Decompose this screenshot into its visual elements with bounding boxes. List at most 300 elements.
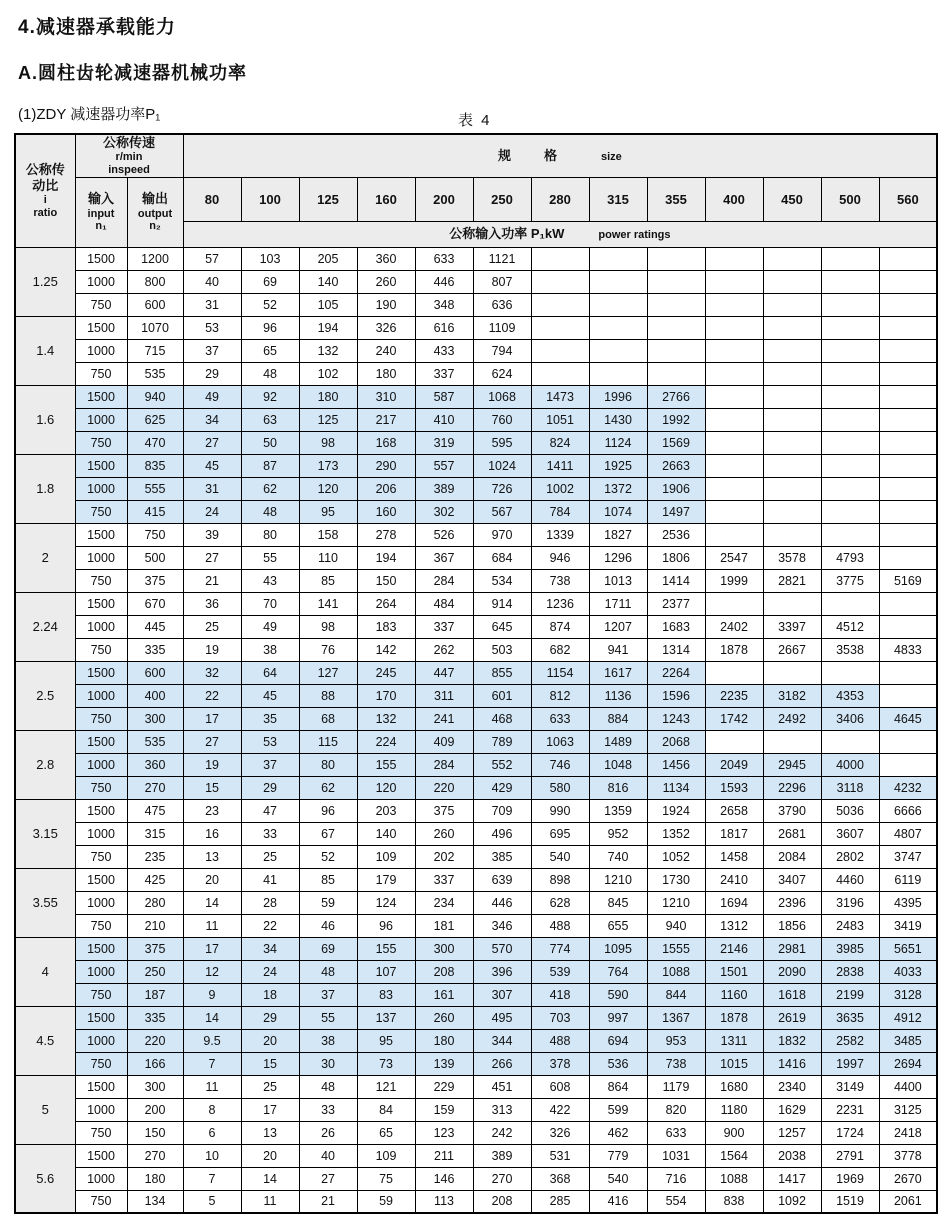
power-value-cell: 1925 xyxy=(589,454,647,477)
power-value-cell: 13 xyxy=(183,845,241,868)
power-value-cell: 52 xyxy=(241,293,299,316)
power-value-cell: 709 xyxy=(473,799,531,822)
power-value-cell: 344 xyxy=(473,1029,531,1052)
power-value-cell: 38 xyxy=(299,1029,357,1052)
power-value-cell: 260 xyxy=(415,822,473,845)
power-value-cell: 1416 xyxy=(763,1052,821,1075)
power-value-cell xyxy=(705,477,763,500)
power-value-cell: 2483 xyxy=(821,914,879,937)
power-value-cell: 206 xyxy=(357,477,415,500)
power-value-cell: 1015 xyxy=(705,1052,763,1075)
power-value-cell: 15 xyxy=(183,776,241,799)
power-value-cell: 1121 xyxy=(473,247,531,270)
power-value-cell: 11 xyxy=(241,1190,299,1213)
power-value-cell: 1339 xyxy=(531,523,589,546)
power-value-cell: 738 xyxy=(647,1052,705,1075)
header-ratio: 公称传 动比 i ratio xyxy=(15,134,75,247)
power-value-cell: 1417 xyxy=(763,1167,821,1190)
power-value-cell: 1367 xyxy=(647,1006,705,1029)
power-value-cell xyxy=(763,477,821,500)
power-value-cell: 726 xyxy=(473,477,531,500)
power-value-cell: 1596 xyxy=(647,684,705,707)
power-value-cell: 4912 xyxy=(879,1006,937,1029)
input-speed-cell: 750 xyxy=(75,776,127,799)
power-value-cell: 3790 xyxy=(763,799,821,822)
power-value-cell: 429 xyxy=(473,776,531,799)
table-row xyxy=(15,408,937,431)
power-value-cell: 633 xyxy=(415,247,473,270)
table-row xyxy=(15,1098,937,1121)
power-value-cell: 110 xyxy=(299,546,357,569)
power-value-cell: 1999 xyxy=(705,569,763,592)
header-size-zh: 规 格 xyxy=(497,147,567,163)
power-value-cell: 2402 xyxy=(705,615,763,638)
power-value-cell: 451 xyxy=(473,1075,531,1098)
power-value-cell: 375 xyxy=(415,799,473,822)
power-value-cell: 1724 xyxy=(821,1121,879,1144)
power-value-cell xyxy=(821,500,879,523)
input-speed-cell: 1000 xyxy=(75,891,127,914)
power-value-cell: 319 xyxy=(415,431,473,454)
power-value-cell xyxy=(705,592,763,615)
power-value-cell: 155 xyxy=(357,937,415,960)
power-value-cell: 34 xyxy=(241,937,299,960)
power-value-cell: 26 xyxy=(299,1121,357,1144)
output-speed-cell: 670 xyxy=(127,592,183,615)
power-value-cell: 88 xyxy=(299,684,357,707)
power-value-cell: 3149 xyxy=(821,1075,879,1098)
power-value-cell: 1109 xyxy=(473,316,531,339)
power-value-cell: 140 xyxy=(357,822,415,845)
table-row xyxy=(15,569,937,592)
power-value-cell: 4512 xyxy=(821,615,879,638)
power-value-cell: 115 xyxy=(299,730,357,753)
power-value-cell: 96 xyxy=(357,914,415,937)
power-value-cell: 1052 xyxy=(647,845,705,868)
power-value-cell: 24 xyxy=(241,960,299,983)
power-value-cell: 2658 xyxy=(705,799,763,822)
power-value-cell xyxy=(879,546,937,569)
ratio-cell: 2.24 xyxy=(15,592,75,661)
power-value-cell: 1154 xyxy=(531,661,589,684)
power-value-cell: 22 xyxy=(183,684,241,707)
output-speed-cell: 300 xyxy=(127,1075,183,1098)
power-value-cell: 590 xyxy=(589,983,647,1006)
power-value-cell xyxy=(763,247,821,270)
power-value-cell: 1996 xyxy=(589,385,647,408)
power-value-cell: 103 xyxy=(241,247,299,270)
power-ratings-table xyxy=(14,133,938,1214)
power-value-cell: 46 xyxy=(299,914,357,937)
power-value-cell: 385 xyxy=(473,845,531,868)
power-value-cell: 2547 xyxy=(705,546,763,569)
table-row xyxy=(15,730,937,753)
input-speed-cell: 750 xyxy=(75,845,127,868)
power-value-cell: 3419 xyxy=(879,914,937,937)
power-value-cell: 874 xyxy=(531,615,589,638)
input-speed-cell: 1500 xyxy=(75,454,127,477)
power-value-cell: 695 xyxy=(531,822,589,845)
power-value-cell: 4033 xyxy=(879,960,937,983)
power-value-cell: 310 xyxy=(357,385,415,408)
power-value-cell: 181 xyxy=(415,914,473,937)
power-value-cell: 1906 xyxy=(647,477,705,500)
power-value-cell: 953 xyxy=(647,1029,705,1052)
output-speed-cell: 210 xyxy=(127,914,183,937)
power-value-cell: 2396 xyxy=(763,891,821,914)
header-size-125: 125 xyxy=(299,177,357,221)
power-value-cell: 264 xyxy=(357,592,415,615)
power-value-cell: 16 xyxy=(183,822,241,845)
header-power-ratings xyxy=(183,221,937,247)
table-row xyxy=(15,1121,937,1144)
power-value-cell: 217 xyxy=(357,408,415,431)
table-row xyxy=(15,822,937,845)
power-value-cell: 59 xyxy=(299,891,357,914)
power-value-cell xyxy=(589,293,647,316)
input-speed-cell: 750 xyxy=(75,1190,127,1213)
power-value-cell: 1501 xyxy=(705,960,763,983)
header-power-en: power ratings xyxy=(598,228,671,241)
power-value-cell: 946 xyxy=(531,546,589,569)
power-value-cell: 779 xyxy=(589,1144,647,1167)
power-value-cell: 526 xyxy=(415,523,473,546)
power-value-cell: 531 xyxy=(531,1144,589,1167)
output-speed-cell: 375 xyxy=(127,937,183,960)
power-value-cell xyxy=(531,339,589,362)
power-value-cell: 45 xyxy=(183,454,241,477)
table-header xyxy=(15,134,937,247)
power-value-cell: 180 xyxy=(299,385,357,408)
power-value-cell: 2766 xyxy=(647,385,705,408)
input-speed-cell: 750 xyxy=(75,500,127,523)
power-value-cell: 21 xyxy=(299,1190,357,1213)
power-value-cell: 2802 xyxy=(821,845,879,868)
power-value-cell: 2681 xyxy=(763,822,821,845)
power-value-cell: 337 xyxy=(415,615,473,638)
power-value-cell: 7 xyxy=(183,1052,241,1075)
power-value-cell: 1002 xyxy=(531,477,589,500)
ratio-cell: 4.5 xyxy=(15,1006,75,1075)
power-value-cell: 2235 xyxy=(705,684,763,707)
power-value-cell: 208 xyxy=(473,1190,531,1213)
ratio-cell: 1.4 xyxy=(15,316,75,385)
power-value-cell xyxy=(879,592,937,615)
power-value-cell xyxy=(763,339,821,362)
power-value-cell xyxy=(821,730,879,753)
power-value-cell: 4833 xyxy=(879,638,937,661)
power-value-cell xyxy=(531,247,589,270)
power-value-cell: 4232 xyxy=(879,776,937,799)
power-value-cell: 30 xyxy=(299,1052,357,1075)
power-value-cell xyxy=(879,684,937,707)
power-value-cell: 1618 xyxy=(763,983,821,1006)
ratio-cell: 3.55 xyxy=(15,868,75,937)
ratio-cell: 1.6 xyxy=(15,385,75,454)
output-speed-cell: 315 xyxy=(127,822,183,845)
power-value-cell: 45 xyxy=(241,684,299,707)
table-row xyxy=(15,845,937,868)
power-value-cell: 11 xyxy=(183,914,241,937)
power-value-cell: 567 xyxy=(473,500,531,523)
output-speed-cell: 475 xyxy=(127,799,183,822)
power-value-cell: 554 xyxy=(647,1190,705,1213)
power-value-cell: 85 xyxy=(299,868,357,891)
power-value-cell: 360 xyxy=(357,247,415,270)
output-speed-cell: 1070 xyxy=(127,316,183,339)
power-value-cell: 845 xyxy=(589,891,647,914)
input-speed-cell: 1500 xyxy=(75,316,127,339)
power-value-cell: 2296 xyxy=(763,776,821,799)
output-speed-cell: 1200 xyxy=(127,247,183,270)
power-value-cell: 205 xyxy=(299,247,357,270)
power-value-cell: 1458 xyxy=(705,845,763,868)
power-value-cell: 39 xyxy=(183,523,241,546)
header-size-160: 160 xyxy=(357,177,415,221)
power-value-cell: 92 xyxy=(241,385,299,408)
power-value-cell xyxy=(821,270,879,293)
power-value-cell: 22 xyxy=(241,914,299,937)
power-value-cell: 1311 xyxy=(705,1029,763,1052)
power-value-cell: 121 xyxy=(357,1075,415,1098)
power-value-cell xyxy=(879,293,937,316)
power-value-cell: 27 xyxy=(183,431,241,454)
table-row xyxy=(15,592,937,615)
power-value-cell xyxy=(879,362,937,385)
power-value-cell: 83 xyxy=(357,983,415,1006)
power-value-cell: 914 xyxy=(473,592,531,615)
power-value-cell: 3397 xyxy=(763,615,821,638)
power-value-cell xyxy=(705,339,763,362)
power-value-cell: 1969 xyxy=(821,1167,879,1190)
power-value-cell: 3578 xyxy=(763,546,821,569)
output-speed-cell: 500 xyxy=(127,546,183,569)
power-value-cell: 211 xyxy=(415,1144,473,1167)
power-value-cell: 2049 xyxy=(705,753,763,776)
power-value-cell: 3407 xyxy=(763,868,821,891)
power-value-cell: 628 xyxy=(531,891,589,914)
power-value-cell: 337 xyxy=(415,868,473,891)
power-value-cell: 27 xyxy=(299,1167,357,1190)
power-value-cell: 80 xyxy=(299,753,357,776)
power-value-cell: 4395 xyxy=(879,891,937,914)
input-speed-cell: 1500 xyxy=(75,523,127,546)
power-value-cell: 25 xyxy=(241,1075,299,1098)
power-value-cell: 1359 xyxy=(589,799,647,822)
output-speed-cell: 555 xyxy=(127,477,183,500)
power-value-cell: 80 xyxy=(241,523,299,546)
power-value-cell: 1878 xyxy=(705,1006,763,1029)
power-value-cell xyxy=(879,431,937,454)
power-value-cell: 4645 xyxy=(879,707,937,730)
power-value-cell: 1024 xyxy=(473,454,531,477)
power-value-cell: 9.5 xyxy=(183,1029,241,1052)
power-value-cell: 536 xyxy=(589,1052,647,1075)
power-value-cell: 570 xyxy=(473,937,531,960)
input-speed-cell: 1500 xyxy=(75,661,127,684)
power-value-cell: 3747 xyxy=(879,845,937,868)
table-row xyxy=(15,362,937,385)
ratio-cell: 2.5 xyxy=(15,661,75,730)
power-value-cell: 2084 xyxy=(763,845,821,868)
power-value-cell: 1088 xyxy=(705,1167,763,1190)
power-value-cell xyxy=(879,454,937,477)
power-value-cell: 326 xyxy=(531,1121,589,1144)
power-value-cell: 27 xyxy=(183,546,241,569)
power-value-cell: 1124 xyxy=(589,431,647,454)
input-speed-cell: 750 xyxy=(75,983,127,1006)
power-value-cell: 284 xyxy=(415,569,473,592)
header-size-315: 315 xyxy=(589,177,647,221)
power-value-cell: 1236 xyxy=(531,592,589,615)
power-value-cell: 552 xyxy=(473,753,531,776)
output-speed-cell: 715 xyxy=(127,339,183,362)
power-value-cell: 1092 xyxy=(763,1190,821,1213)
power-value-cell: 2791 xyxy=(821,1144,879,1167)
power-value-cell: 389 xyxy=(415,477,473,500)
input-speed-cell: 750 xyxy=(75,431,127,454)
power-value-cell: 203 xyxy=(357,799,415,822)
power-value-cell xyxy=(821,385,879,408)
power-value-cell: 52 xyxy=(299,845,357,868)
power-value-cell: 624 xyxy=(473,362,531,385)
power-value-cell: 17 xyxy=(183,937,241,960)
power-value-cell xyxy=(705,500,763,523)
power-value-cell: 75 xyxy=(357,1167,415,1190)
power-value-cell: 202 xyxy=(415,845,473,868)
power-value-cell: 241 xyxy=(415,707,473,730)
power-value-cell xyxy=(705,431,763,454)
power-value-cell: 47 xyxy=(241,799,299,822)
power-value-cell: 789 xyxy=(473,730,531,753)
input-speed-cell: 750 xyxy=(75,293,127,316)
power-value-cell: 125 xyxy=(299,408,357,431)
power-value-cell xyxy=(763,454,821,477)
power-value-cell: 684 xyxy=(473,546,531,569)
input-speed-cell: 750 xyxy=(75,1052,127,1075)
output-speed-cell: 150 xyxy=(127,1121,183,1144)
power-value-cell: 746 xyxy=(531,753,589,776)
power-value-cell: 270 xyxy=(473,1167,531,1190)
power-value-cell xyxy=(879,339,937,362)
power-value-cell: 1136 xyxy=(589,684,647,707)
power-value-cell: 838 xyxy=(705,1190,763,1213)
table-row xyxy=(15,638,937,661)
power-value-cell: 1992 xyxy=(647,408,705,431)
power-value-cell xyxy=(821,316,879,339)
table-row xyxy=(15,1075,937,1098)
power-value-cell: 716 xyxy=(647,1167,705,1190)
power-value-cell: 820 xyxy=(647,1098,705,1121)
power-value-cell: 633 xyxy=(531,707,589,730)
power-value-cell: 2090 xyxy=(763,960,821,983)
power-value-cell: 1473 xyxy=(531,385,589,408)
output-speed-cell: 187 xyxy=(127,983,183,1006)
power-value-cell: 139 xyxy=(415,1052,473,1075)
input-speed-cell: 1000 xyxy=(75,960,127,983)
input-speed-cell: 1000 xyxy=(75,615,127,638)
power-value-cell: 540 xyxy=(589,1167,647,1190)
power-value-cell: 1210 xyxy=(647,891,705,914)
power-value-cell: 503 xyxy=(473,638,531,661)
power-value-cell xyxy=(763,500,821,523)
power-value-cell: 595 xyxy=(473,431,531,454)
power-value-cell: 636 xyxy=(473,293,531,316)
table-row xyxy=(15,960,937,983)
power-value-cell: 180 xyxy=(357,362,415,385)
power-value-cell: 102 xyxy=(299,362,357,385)
power-value-cell: 49 xyxy=(183,385,241,408)
power-value-cell: 150 xyxy=(357,569,415,592)
power-value-cell: 1430 xyxy=(589,408,647,431)
power-value-cell: 262 xyxy=(415,638,473,661)
power-value-cell: 539 xyxy=(531,960,589,983)
power-value-cell: 389 xyxy=(473,1144,531,1167)
power-value-cell: 65 xyxy=(241,339,299,362)
power-value-cell: 25 xyxy=(183,615,241,638)
table-caption: (1)ZDY 减速器功率P₁ xyxy=(18,106,161,123)
power-value-cell: 1068 xyxy=(473,385,531,408)
power-value-cell xyxy=(821,293,879,316)
power-value-cell: 48 xyxy=(299,960,357,983)
power-value-cell: 173 xyxy=(299,454,357,477)
table-row xyxy=(15,707,937,730)
power-value-cell: 3128 xyxy=(879,983,937,1006)
power-value-cell: 36 xyxy=(183,592,241,615)
power-value-cell: 774 xyxy=(531,937,589,960)
power-value-cell xyxy=(821,592,879,615)
power-value-cell xyxy=(763,270,821,293)
power-value-cell: 15 xyxy=(241,1052,299,1075)
ratio-cell: 1.25 xyxy=(15,247,75,316)
input-speed-cell: 1000 xyxy=(75,408,127,431)
power-value-cell xyxy=(879,730,937,753)
power-value-cell xyxy=(763,408,821,431)
power-value-cell: 1243 xyxy=(647,707,705,730)
header-size-400: 400 xyxy=(705,177,763,221)
output-speed-cell: 940 xyxy=(127,385,183,408)
power-value-cell: 19 xyxy=(183,638,241,661)
power-value-cell: 446 xyxy=(415,270,473,293)
output-speed-cell: 445 xyxy=(127,615,183,638)
power-value-cell: 57 xyxy=(183,247,241,270)
power-value-cell: 844 xyxy=(647,983,705,1006)
power-value-cell: 2619 xyxy=(763,1006,821,1029)
header-size-450: 450 xyxy=(763,177,821,221)
power-value-cell: 2694 xyxy=(879,1052,937,1075)
power-value-cell xyxy=(763,293,821,316)
power-value-cell xyxy=(879,500,937,523)
power-value-cell: 1051 xyxy=(531,408,589,431)
power-value-cell: 300 xyxy=(415,937,473,960)
power-value-cell xyxy=(821,454,879,477)
power-value-cell xyxy=(821,477,879,500)
power-value-cell: 49 xyxy=(241,615,299,638)
power-value-cell: 496 xyxy=(473,822,531,845)
power-value-cell: 1742 xyxy=(705,707,763,730)
power-value-cell: 495 xyxy=(473,1006,531,1029)
power-value-cell: 35 xyxy=(241,707,299,730)
power-value-cell: 608 xyxy=(531,1075,589,1098)
output-speed-cell: 300 xyxy=(127,707,183,730)
power-value-cell: 229 xyxy=(415,1075,473,1098)
power-value-cell: 1180 xyxy=(705,1098,763,1121)
power-value-cell: 1617 xyxy=(589,661,647,684)
power-value-cell: 2061 xyxy=(879,1190,937,1213)
header-power-zh: 公称输入功率 P₁kW xyxy=(449,225,565,241)
power-value-cell: 245 xyxy=(357,661,415,684)
power-value-cell xyxy=(879,753,937,776)
